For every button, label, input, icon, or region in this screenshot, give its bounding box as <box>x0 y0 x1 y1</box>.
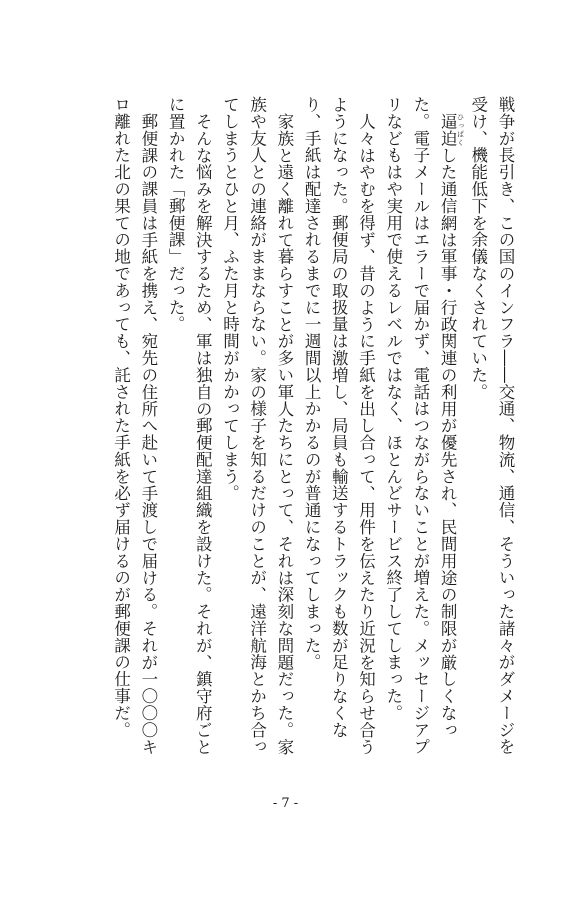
ruby-reading: ひっぱく <box>456 112 465 147</box>
paragraph: 家族と遠く離れて暮らすことが多い軍人たちにとって、それは深刻な問題だった。家族や友人との連絡がままならない。家の様子を知るだけのことが、遠洋航海とかち合ってしまうとひと月、ふた月と時間がかかってしまう。 <box>220 96 294 756</box>
body-text <box>19 96 519 756</box>
paragraph: 人々はやむを得ず、昔のように手紙を出し合って、用件を伝えたり近況を知らせ合うようになった。郵便局の取扱量は激増し、局員も輸送するトラックも数が足りなくなり、手紙は配達されるまでに一週間以上かかるのが普通になってしまった。 <box>302 96 376 755</box>
ruby-word: 逼迫 ひっぱく <box>438 112 465 147</box>
paragraph: 戦争が長引き、この国のインフラ――交通、物流、通信、そういった諸々がダメージを受け、機能低下を余儀なくされていた。 <box>468 96 515 756</box>
paragraph: そんな悩みを解決するため、軍は独自の郵便配達組織を設けた。それが、鎮守府ごとに置かれた「郵便課」だった。 <box>166 96 213 755</box>
paragraph-text: した通信網は軍事・行政関連の利用が優先され、民間用途の制限が厳しくなった。電子メールはエラーで届かず、電話はつながらないことが増えた。メッセージアプリなどもはや実用で使えるレベルではなく、ほとんどサービス終了してしまった。 <box>383 96 458 756</box>
paragraph <box>379 96 464 756</box>
paragraph: 郵便課の課員は手紙を携え、宛先の住所へ赴いて手渡しで届ける。それが一〇〇〇キロ離れた北の果ての地であっても、託された手紙を必ず届けるのが郵便課の仕事だ。 <box>111 96 158 755</box>
page-number: - 7 - <box>272 796 299 811</box>
